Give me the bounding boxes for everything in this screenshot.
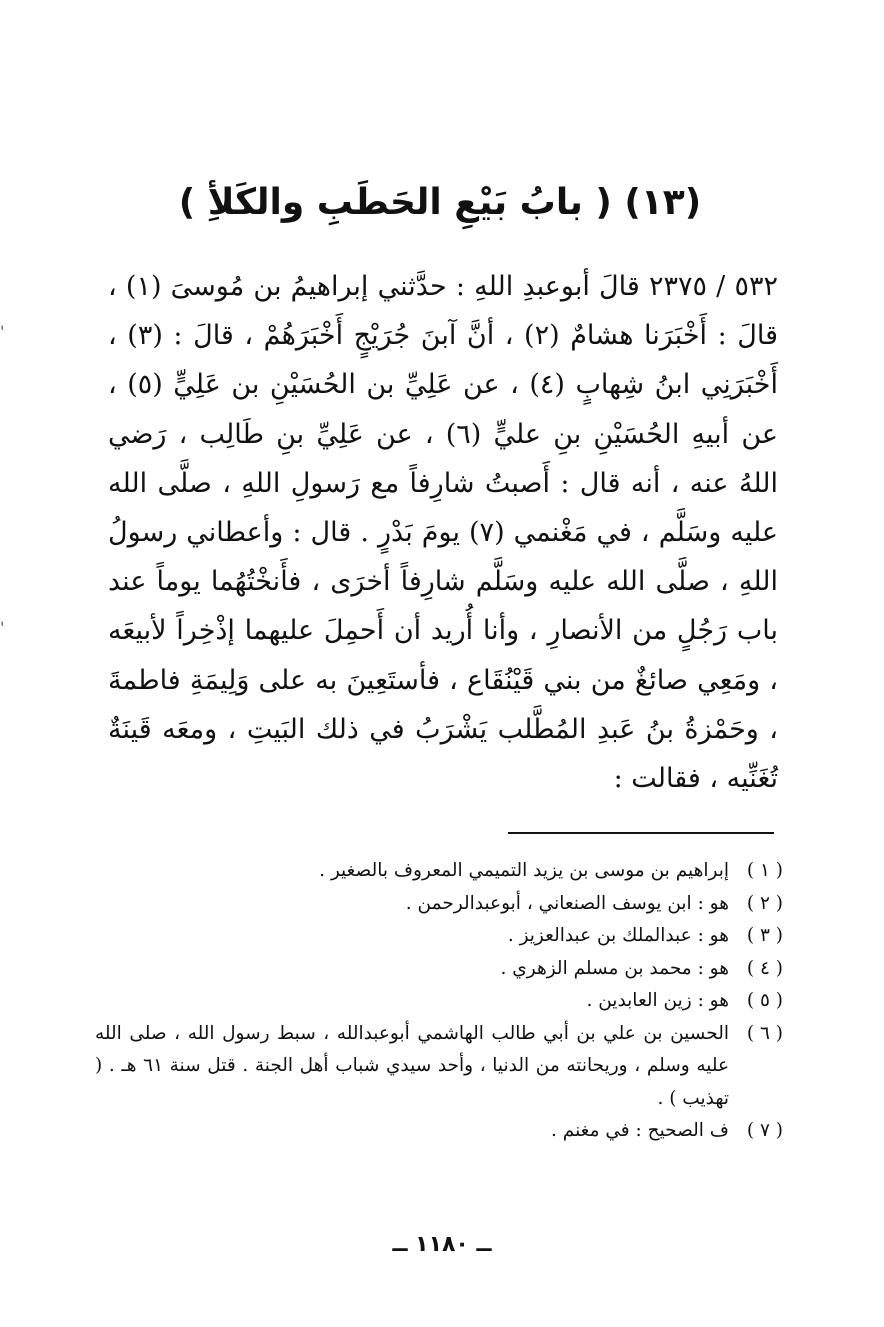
footnote-number: ( ٦ ) [746,1022,783,1044]
footnote-text: هو : عبدالملك بن عبدالعزيز . [507,925,729,946]
hadith-paragraph: ٥٣٢ / ٢٣٧٥ قالَ أبوعبدِ اللهِ : حدَّثني إبراهيمُ بن مُوسىَ (١) ، قالَ : أَخْبَرَنا هشامٌ (٢) ، أنَّ آبنَ جُرَيْجٍ أَخْبَرَهُمْ ، قالَ : (٣) ، أَخْبَرَنِي ابنُ شِهابٍ (٤) ، عن عَلِيِّ بن الحُسَيْنِ بن عَلِيٍّ (٥) ، عن أبيهِ الحُسَيْنِ بنِ عليٍّ (٦) ، عن عَلِيِّ بنِ طَالِب ، رَضي اللهُ عنه ، أنه قال : أَصبتُ شارِفاً مع رَسولِ اللهِ ، صلَّى الله عليه وسَلَّم ، في مَغْنمي (٧) يومَ بَدْرٍ . قال : وأعطاني رسولُ اللهِ ، صلَّى الله عليه وسَلَّم شارِفاً أخرَى ، فأَنخْتُهُما يوماً عند باب رَجُلٍ من الأنصارِ ، وأنا أُريد أن أَحمِلَ عليهما إذْخِراً لأبيعَه ، ومَعِي صائغٌ من بني قَيْنُقَاع ، فأستَعِينَ به على وَلِيمَةِ فاطمةَ ، وحَمْزةُ بنُ عَبدِ المُطَّلب يَشْرَبُ في ذلك البَيتِ ، ومعَه قَينَةٌ تُغَنِّيه ، فقالت : [108,271,779,795]
footnote-separator [508,832,774,834]
footnote-item [95,920,783,953]
footnote-text: الحسين بن علي بن أبي طالب الهاشمي أبوعبدالله ، سبط رسول الله ، صلى الله عليه وسلم ، وريحانته من الدنيا ، وأحد سيدي شباب أهل الجنة . قتل سنة ٦١ هـ . ( تهذيب ) . [95,1022,729,1109]
margin-mark: ' [0,618,5,637]
footnote-item [95,855,783,888]
footnotes [95,855,783,1148]
footnote-text: هو : زين العابدين . [586,990,729,1011]
footnote-text: هو : ابن يوسف الصنعاني ، أبوعبدالرحمن . [405,892,729,914]
margin-mark: ' [0,322,5,341]
footnote-text: إبراهيم بن موسى بن يزيد التميمي المعروف بالصغير . [319,860,729,881]
hadith-text-block [108,262,778,803]
footnote-item [95,888,783,921]
footnote-number: ( ٤ ) [746,957,783,979]
footnote-text: ف الصحيح : في مغنم . [551,1120,729,1141]
footnote-text: هو : محمد بن مسلم الزهري . [500,957,729,979]
footnote-number: ( ٣ ) [746,925,783,946]
footnote-item [95,1115,783,1148]
footnote-item [95,985,783,1018]
footnote-item [95,953,783,986]
chapter-heading: (١٣) ( بابُ بَيْعِ الحَطَبِ والكَلأِ ) [178,182,702,223]
footnote-item [95,1018,783,1116]
footnote-number: ( ١ ) [746,860,783,881]
footnote-number: ( ٢ ) [746,892,783,914]
page-number: ــ ١١٨٠ ــ [392,1232,492,1257]
footnote-number: ( ٧ ) [746,1120,783,1141]
footnote-number: ( ٥ ) [746,990,783,1011]
